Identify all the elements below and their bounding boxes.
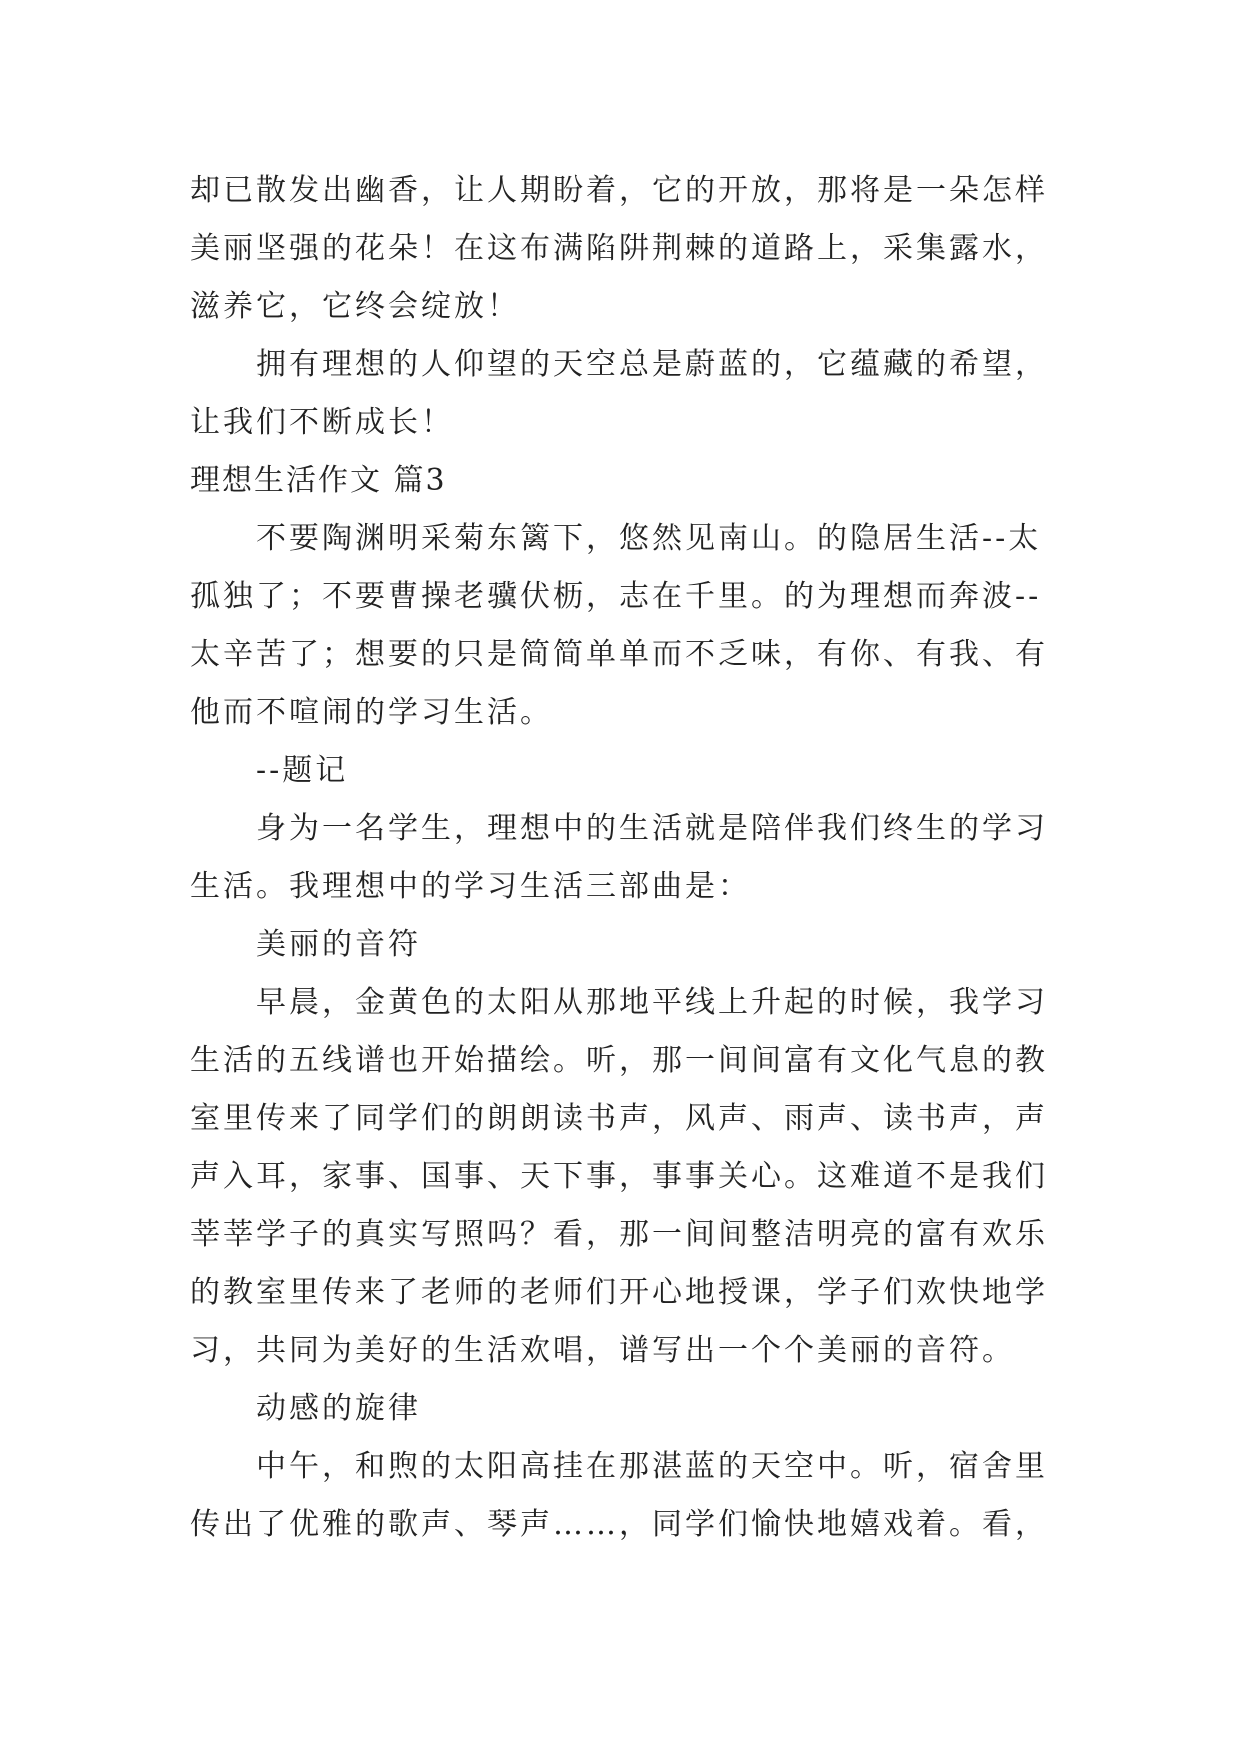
paragraph-intro: 身为一名学生，理想中的生活就是陪伴我们终生的学习生活。我理想中的学习生活三部曲是：: [190, 811, 1048, 904]
paragraph-ideal-sky: 拥有理想的人仰望的天空总是蔚蓝的，它蕴藏的希望，让我们不断成长！: [190, 347, 1048, 440]
paragraph-preface: 不要陶渊明采菊东篱下，悠然见南山。的隐居生活--太孤独了；不要曹操老骥伏枥，志在千里。的为理想而奔波--太辛苦了；想要的只是简简单单而不乏味，有你、有我、有他而不喧闹的学习生活。: [190, 521, 1048, 730]
section-title: 理想生活作文 篇3: [190, 463, 447, 498]
document-body: [190, 162, 1070, 1554]
subheading-beautiful-notes: 美丽的音符: [256, 927, 421, 962]
paragraph-morning: 早晨，金黄色的太阳从那地平线上升起的时候，我学习生活的五线谱也开始描绘。听，那一间间富有文化气息的教室里传来了同学们的朗朗读书声，风声、雨声、读书声，声声入耳，家事、国事、天下事，事事关心。这难道不是我们莘莘学子的真实写照吗？看，那一间间整洁明亮的富有欢乐的教室里传来了老师的老师们开心地授课，学子们欢快地学习，共同为美好的生活欢唱，谱写出一个个美丽的音符。: [190, 985, 1048, 1368]
subheading-dynamic-melody: 动感的旋律: [256, 1391, 421, 1426]
paragraph-noon: 中午，和煦的太阳高挂在那湛蓝的天空中。听，宿舍里传出了优雅的歌声、琴声……，同学们愉快地嬉戏着。看，: [190, 1449, 1048, 1542]
paragraph-continuation: 却已散发出幽香，让人期盼着，它的开放，那将是一朵怎样美丽坚强的花朵！在这布满陷阱荆棘的道路上，采集露水，滋养它，它终会绽放！: [190, 173, 1048, 324]
paragraph-inscription: --题记: [256, 753, 349, 788]
